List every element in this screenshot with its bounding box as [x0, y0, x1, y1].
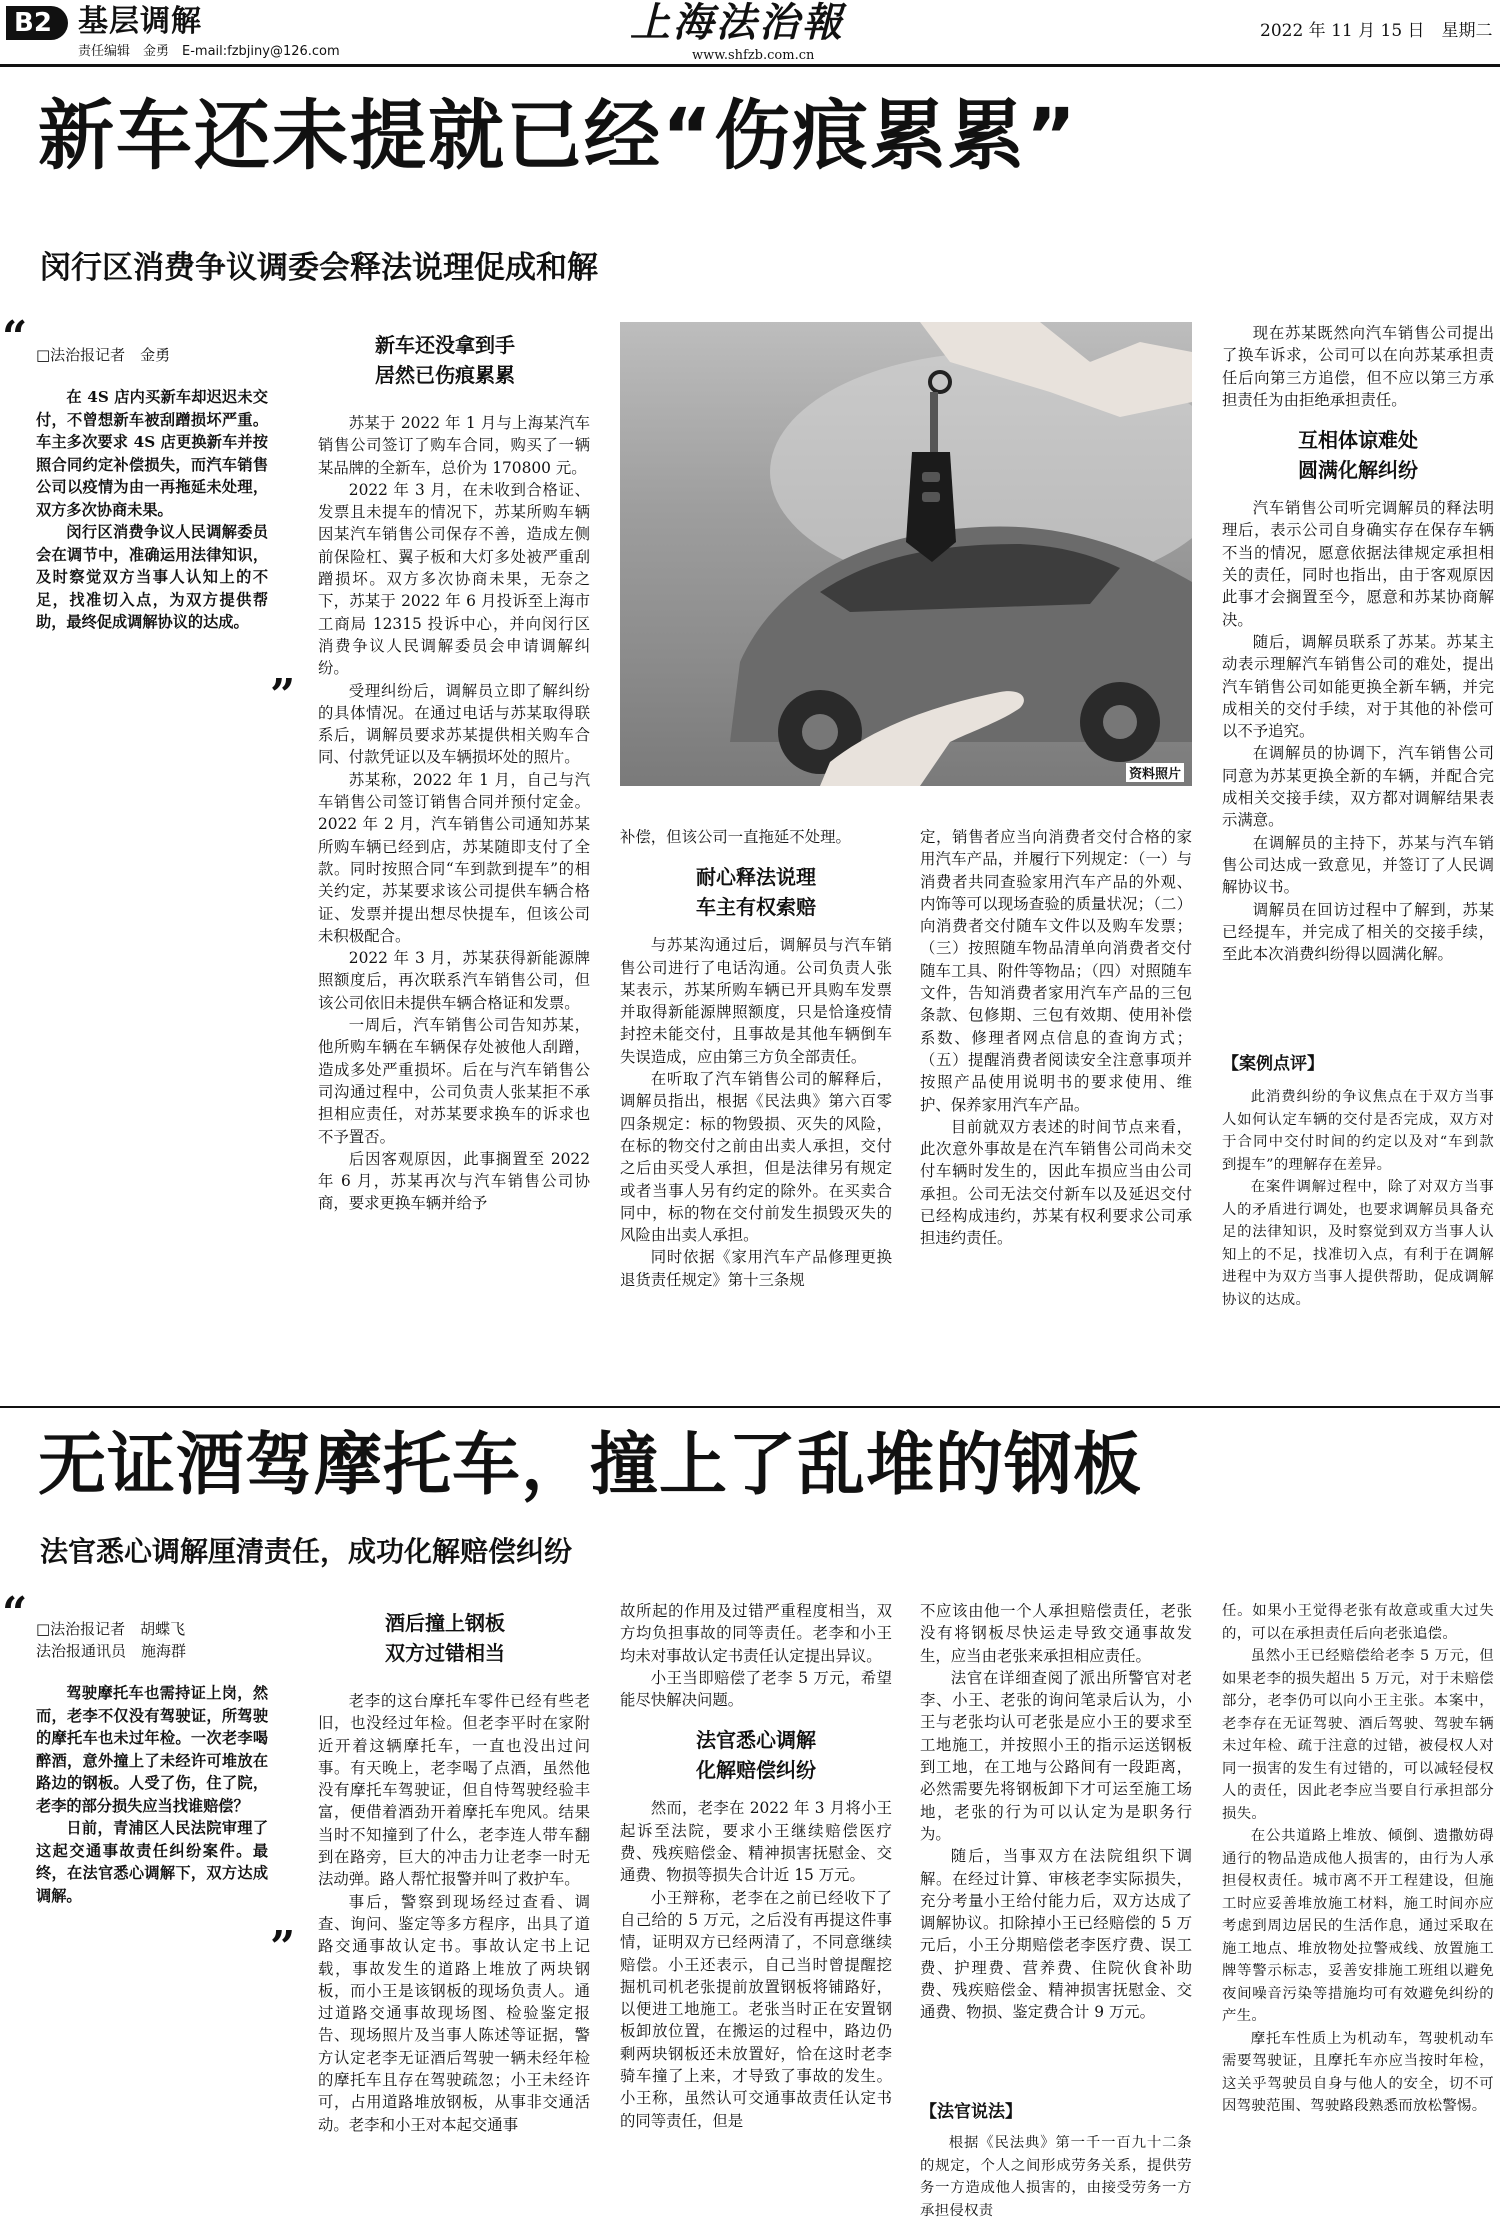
section-title	[1222, 425, 1494, 485]
section-title-line: 互相体谅难处	[1298, 428, 1418, 453]
comment-paragraph: 摩托车性质上为机动车，驾驶机动车需要驾驶证，且摩托车亦应当按时年检，这关乎驾驶员自身与他人的安全，切不可因驾驶范围、驾驶路段熟悉而放松警惕。	[1222, 2030, 1494, 2114]
body-paragraph: 与苏某沟通过后，调解员与汽车销售公司进行了电话沟通。公司负责人张某表示，苏某所购车辆已开具购车发票并取得新能源牌照额度，只是恰逢疫情封控未能交付，且事故是其他车辆倒车失误造成，应由第三方负全部责任。	[620, 936, 892, 1066]
body-paragraph: 事后，警察到现场经过查看、调查、询问、鉴定等多方程序，出具了道路交通事故认定书。事故认定书上记载，事故发生的道路上堆放了两块钢板，而小王是该钢板的现场负责人。通过道路交通事故现场图、检验鉴定报告、现场照片及当事人陈述等证据，警方认定老李无证酒后驾驶一辆未经年检的摩托车且存在驾驶疏忽；小王未经许可，占用道路堆放钢板，从事非交通活动。老李和小王对本起交通事	[318, 1892, 590, 2134]
body-paragraph: 一周后，汽车销售公司告知苏某，他所购车辆在车辆保存处被他人刮蹭，造成多处严重损坏。后在与汽车销售公司沟通过程中，公司负责人张某拒不承担相应责任，对苏某要求换车的诉求也不予置否。	[318, 1016, 590, 1146]
case-comment-title: 【案例点评】	[1222, 1054, 1324, 1074]
section-title-line: 车主有权索赔	[696, 895, 816, 920]
article2-column-4	[920, 1600, 1192, 2068]
body-paragraph: 小王辩称，老李在之前已经收下了自己给的 5 万元，之后没有再提这件事情，证明双方已经两清了，不同意继续赔偿。小王还表示，自己当时曾提醒挖掘机司机老张提前放置钢板将铺路好，以便进工地施工。老张当时正在安置钢板卸放位置，在搬运的过程中，路边仍剩两块钢板还未放置好，恰在这时老李骑车撞了上来，才导致了事故的发生。小王称，虽然认可交通事故责任认定书的同等责任，但是	[620, 1888, 892, 2130]
article1-headline: 新车还未提就已经“伤痕累累”	[38, 91, 1078, 180]
comment-paragraph: 此消费纠纷的争议焦点在于双方当事人如何认定车辆的交付是否完成，双方对于合同中交付时间的约定以及对“车到款到提车”的理解存在差异。	[1222, 1089, 1494, 1173]
website: www.shfzb.com.cn	[692, 48, 815, 63]
article2-byline	[36, 1618, 186, 1662]
article2-lead	[36, 1682, 268, 1907]
body-paragraph: 小王当即赔偿了老李 5 万元，希望能尽快解决问题。	[620, 1668, 892, 1710]
body-paragraph: 苏某称，2022 年 1 月，自己与汽车销售公司签订销售合同并预付定金。2022 年 2 月，汽车销售公司通知苏某所购车辆已经到店，苏某随即支付了全款。同时按照合同“车到款到提车”的相关约定，苏某要求该公司提供车辆合格证、发票并提出想尽快提车，但该公司未积极配合。	[318, 770, 590, 945]
body-paragraph: 随后，调解员联系了苏某。苏某主动表示理解汽车销售公司的难处，提出汽车销售公司如能更换全新车辆，并完成相关的交付手续，对于其他的补偿可以不予追究。	[1222, 632, 1494, 741]
lead-paragraph: 驾驶摩托车也需持证上岗，然而，老李不仅没有驾驶证，所驾驶的摩托车也未过年检。一次老李喝醉酒，意外撞上了未经许可堆放在路边的钢板。人受了伤，住了院，老李的部分损失应当找谁赔偿？	[36, 1684, 268, 1815]
article1-byline: □法治报记者 金勇	[36, 346, 171, 364]
lead-paragraph: 日前，青浦区人民法院审理了这起交通事故责任纠纷案件。最终，在法官悉心调解下，双方达成调解。	[36, 1819, 268, 1905]
comment-paragraph: 在公共道路上堆放、倾倒、遗撒妨碍通行的物品造成他人损害的，由行为人承担侵权责任。城市离不开工程建设，但施工时应妥善堆放施工材料，施工时间亦应考虑到周边居民的生活作息，通过采取在施工地点、堆放物处拉警戒线、放置施工牌等警示标志，妥善安排施工班组以避免夜间噪音污染等措施均可有效避免纠纷的产生。	[1222, 1828, 1494, 2024]
body-paragraph: 故所起的作用及过错严重程度相当，双方均负担事故的同等责任。老李和小王均未对事故认定书责任认定提出异议。	[620, 1602, 892, 1665]
body-paragraph: 2022 年 3 月，在未收到合格证、发票且未提车的情况下，苏某所购车辆因某汽车销售公司保存不善，造成左侧前保险杠、翼子板和大灯多处被严重刮蹭损坏。双方多次协商未果，无奈之下，苏某于 2022 年 6 月投诉至上海市工商局 12315 投诉中心，并向闵行区消费争议人民调解委员会申请调解纠纷。	[318, 480, 590, 678]
close-quote-icon: ”	[270, 1922, 296, 1973]
close-quote-icon: ”	[270, 670, 296, 721]
masthead: 上海法治報	[630, 0, 845, 46]
article2-column-2	[318, 1690, 590, 2225]
body-paragraph: 调解员在回访过程中了解到，苏某已经提车，并完成了相关的交接手续，至此本次消费纠纷得以圆满化解。	[1222, 900, 1494, 964]
lead-paragraph: 闵行区消费争议人民调解委员会在调节中，准确运用法律知识，及时察觉双方当事人认知上的不足，找准切入点，为双方提供帮助，最终促成调解协议的达成。	[36, 523, 268, 631]
section-title	[620, 1725, 892, 1785]
body-paragraph: 然而，老李在 2022 年 3 月将小王起诉至法院，要求小王继续赔偿医疗费、残疾赔偿金、精神损害抚慰金、交通费、物损等损失合计近 15 万元。	[620, 1799, 892, 1885]
judge-comment-title: 【法官说法】	[920, 2102, 1022, 2122]
body-paragraph: 现在苏某既然向汽车销售公司提出了换车诉求，公司可以在向苏某承担责任后向第三方追偿，但不应以第三方承担责任为由拒绝承担责任。	[1222, 324, 1494, 409]
body-paragraph: 定，销售者应当向消费者交付合格的家用汽车产品，并履行下列规定：（一）与消费者共同查验家用汽车产品的外观、内饰等可以现场查验的质量状况；（二）向消费者交付随车文件以及购车发票；（三）按照随车物品清单向消费者交付随车工具、附件等物品；（四）对照随车文件，告知消费者家用汽车产品的三包条款、包修期、三包有效期、使用补偿系数、修理者网点信息的查询方式；（五）提醒消费者阅读安全注意事项并按照产品使用说明书的要求使用、维护、保养家用汽车产品。	[920, 828, 1192, 1114]
body-paragraph: 受理纠纷后，调解员立即了解纠纷的具体情况。在通过电话与苏某取得联系后，调解员要求苏某提供相关购车合同、付款凭证以及车辆损坏处的照片。	[318, 681, 590, 767]
section-title-line: 新车还没拿到手	[375, 333, 515, 357]
comment-paragraph: 根据《民法典》第一千一百九十二条的规定，个人之间形成劳务关系，提供劳务一方造成他人损害的，由接受劳务一方承担侵权责	[920, 2135, 1192, 2219]
judge-comment-col5	[1222, 1600, 1494, 2225]
editor-line: 责任编辑 金勇 E-mail:fzbjiny@126.com	[78, 44, 340, 59]
article1-column-3	[620, 826, 892, 1391]
judge-comment-col4	[920, 2132, 1192, 2226]
body-paragraph: 汽车销售公司听完调解员的释法明理后，表示公司自身确实存在保存车辆不当的情况，愿意依据法律规定承担相关的责任，同时也指出，由于客观原因此事才会搁置至今，愿意和苏某协商解决。	[1222, 499, 1494, 629]
article1-column-5	[1222, 322, 1494, 1002]
photo-illustration	[620, 322, 1192, 786]
body-paragraph: 补偿，但该公司一直拖延不处理。	[620, 828, 851, 846]
body-paragraph: 不应该由他一个人承担赔偿责任，老张没有将钢板尽快运走导致交通事故发生，应当由老张来承担相应责任。	[920, 1602, 1192, 1665]
issue-date: 2022 年 11 月 15 日 星期二	[1260, 21, 1493, 41]
car-key-photo	[620, 322, 1192, 786]
case-comment	[1222, 1086, 1494, 1388]
lead-paragraph: 在 4S 店内买新车却迟迟未交付，不曾想新车被刮蹭损坏严重。车主多次要求 4S 店更换新车并按照合同约定补偿损失，而汽车销售公司以疫情为由一再拖延未处理，双方多次协商未果。	[36, 388, 268, 519]
body-paragraph: 随后，当事双方在法院组织下调解。在经过计算、审核老李实际损失，充分考量小王给付能力后，双方达成了调解协议。扣除掉小王已经赔偿的 5 万元后，小王分期赔偿老李医疗费、误工费、护理费、营养费、住院伙食补助费、残疾赔偿金、精神损害抚慰金、交通费、物损、鉴定费合计 9 万元。	[920, 1847, 1192, 2022]
comment-paragraph: 在案件调解过程中，除了对双方当事人的矛盾进行调处，也要求调解员具备充足的法律知识，及时察觉到双方当事人认知上的不足，找准切入点，有利于在调解进程中为双方当事人提供帮助，促成调解协议的达成。	[1222, 1179, 1494, 1308]
open-quote-icon: “	[2, 312, 28, 363]
section-title	[320, 330, 570, 390]
article2-subhead: 法官悉心调解厘清责任，成功化解赔偿纠纷	[40, 1535, 573, 1568]
article1-column-2	[318, 412, 590, 1388]
body-paragraph: 在调解员的协调下，汽车销售公司同意为苏某更换全新的车辆，并配合完成相关交接手续，双方都对调解结果表示满意。	[1222, 744, 1494, 830]
page-number-badge	[6, 6, 68, 40]
body-paragraph: 目前就双方表述的时间节点来看，此次意外事故是在汽车销售公司尚未交付车辆时发生的，因此车损应当由公司承担。公司无法交付新车以及延迟交付已经构成违约，苏某有权利要求公司承担违约责任。	[920, 1117, 1192, 1248]
body-paragraph: 2022 年 3 月，苏某获得新能源牌照额度后，再次联系汽车销售公司，但该公司依旧未提供车辆合格证和发票。	[318, 949, 590, 1012]
section-title-line: 圆满化解纠纷	[1298, 458, 1418, 483]
header-rule	[0, 64, 1500, 67]
article-divider	[0, 1406, 1500, 1408]
section-title	[620, 862, 892, 922]
body-paragraph: 法官在详细查阅了派出所警官对老李、小王、老张的询问笔录后认为，小王与老张均认可老张是应小王的要求至工地施工，并按照小王的指示运送钢板到工地，在工地与公路间有一段距离，必然需要先将钢板卸下才可运至施工场地，老张的行为可以认定为是职务行为。	[920, 1668, 1192, 1843]
comment-paragraph: 任。如果小王觉得老张有故意或重大过失的，可以在承担责任后向老张追偿。	[1222, 1603, 1494, 1642]
section-title-line: 耐心释法说理	[696, 865, 816, 890]
article1-lead	[36, 386, 268, 634]
photo-caption: 资料照片	[1126, 763, 1184, 782]
body-paragraph: 在调解员的主持下，苏某与汽车销售公司达成一致意见，并签订了人民调解协议书。	[1222, 833, 1494, 897]
article2-column-3	[620, 1600, 892, 2225]
body-paragraph: 苏某于 2022 年 1 月与上海某汽车销售公司签订了购车合同，购买了一辆某品牌的全新车，总价为 170800 元。	[318, 414, 590, 477]
comment-paragraph: 虽然小王已经赔偿给老李 5 万元，但如果老李的损失超出 5 万元，对于未赔偿部分，老李仍可以向小王主张。本案中，老李存在无证驾驶、酒后驾驶、驾驶车辆未过年检、疏于注意的过错，被侵权人对同一损害的发生有过错的，可以减轻侵权人的责任，因此老李应当要自行承担部分损失。	[1222, 1648, 1494, 1822]
article2-headline: 无证酒驾摩托车，撞上了乱堆的钢板	[38, 1426, 1143, 1505]
section-title-line: 法官悉心调解	[696, 1728, 816, 1753]
body-paragraph: 在听取了汽车销售公司的解释后，调解员指出，根据《民法典》第六百零四条规定：标的物毁损、灭失的风险，在标的物交付之前由出卖人承担，交付之后由买受人承担，但是法律另有规定或者当事人另有约定的除外。在买卖合同中，标的物在交付前发生损毁灭失的风险由出卖人承担。	[620, 1070, 892, 1245]
body-paragraph: 老李的这台摩托车零件已经有些老旧，也没经过年检。但老李平时在家附近开着这辆摩托车，一直也没出过问事。有天晚上，老李喝了点酒，虽然他没有摩托车驾驶证，但自恃驾驶经验丰富，便借着酒劲开着摩托车兜风。结果当时不知撞到了什么，老李连人带车翻到在路旁，巨大的冲击力让老李一时无法动弹。路人帮忙报警并叫了救护车。	[318, 1692, 590, 1889]
article1-column-4	[920, 826, 1192, 1391]
byline-line: 法治报通讯员 施海群	[36, 1642, 187, 1660]
byline-line: □法治报记者 胡蝶飞	[36, 1620, 186, 1638]
section-title-line: 化解赔偿纠纷	[696, 1758, 816, 1783]
open-quote-icon: “	[2, 1588, 28, 1639]
section-title-line: 居然已伤痕累累	[375, 363, 515, 387]
section-name: 基层调解	[78, 4, 202, 39]
article1-subhead: 闵行区消费争议调委会释法说理促成和解	[40, 250, 598, 286]
body-paragraph: 后因客观原因，此事搁置至 2022 年 6 月，苏某再次与汽车销售公司协商，要求更换车辆并给予	[318, 1149, 590, 1213]
body-paragraph: 同时依据《家用汽车产品修理更换退货责任规定》第十三条规	[620, 1248, 892, 1289]
section-title	[320, 1608, 570, 1668]
page-number: B2	[14, 8, 52, 38]
section-title-line: 酒后撞上钢板	[385, 1611, 505, 1635]
section-title-line: 双方过错相当	[385, 1641, 505, 1665]
